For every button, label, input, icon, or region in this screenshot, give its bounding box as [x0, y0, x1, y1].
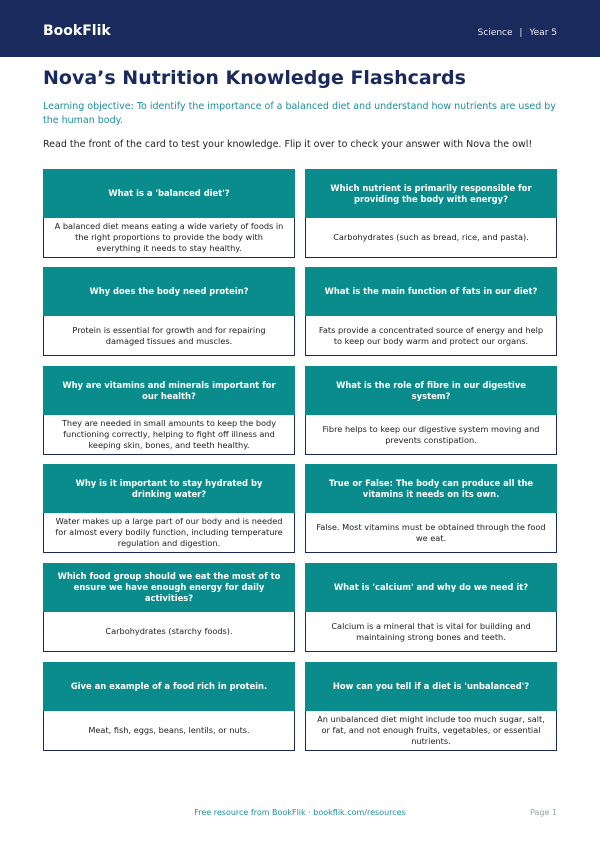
flashcard-question: Why are vitamins and minerals important for our health?	[43, 366, 295, 415]
flashcard-answer: An unbalanced diet might include too much sugar, salt, or fat, and not enough fruits, vegetables, or essential nutrients.	[305, 711, 557, 751]
flashcard-answer: False. Most vitamins must be obtained through the food we eat.	[305, 513, 557, 553]
flashcard-question: Why does the body need protein?	[43, 267, 295, 316]
page-title: Nova’s Nutrition Knowledge Flashcards	[43, 67, 466, 89]
learning-objective: Learning objective: To identify the importance of a balanced diet and understand how nutrients are used by the human body.	[43, 101, 556, 126]
flashcard[interactable]	[43, 267, 295, 356]
flashcard[interactable]	[305, 169, 557, 258]
flashcard-question: Which nutrient is primarily responsible for providing the body with energy?	[305, 169, 557, 218]
flashcard-answer: Carbohydrates (starchy foods).	[43, 612, 295, 652]
footer-resource-link[interactable]: Free resource from BookFlik · bookflik.com/resources	[194, 808, 406, 817]
flashcard[interactable]	[305, 662, 557, 751]
flashcard[interactable]	[43, 169, 295, 258]
flashcard-answer: Meat, fish, eggs, beans, lentils, or nuts.	[43, 711, 295, 751]
flashcard-answer: Calcium is a mineral that is vital for building and maintaining strong bones and teeth.	[305, 612, 557, 652]
flashcard[interactable]	[43, 366, 295, 455]
page-number: Page 1	[530, 808, 557, 817]
flashcard[interactable]	[305, 366, 557, 455]
subject-label: Science	[477, 28, 513, 38]
flashcard-question: True or False: The body can produce all the vitamins it needs on its own.	[305, 464, 557, 513]
meta-separator: |	[519, 28, 523, 38]
top-bar	[0, 0, 600, 57]
flashcard-question: What is the role of fibre in our digestive system?	[305, 366, 557, 415]
flashcard-answer: A balanced diet means eating a wide variety of foods in the right proportions to provide the body with everything it needs to stay healthy.	[43, 218, 295, 258]
instructions: Read the front of the card to test your knowledge. Flip it over to check your answer with Nova the owl!	[43, 139, 533, 150]
flashcard-answer: They are needed in small amounts to keep the body functioning correctly, helping to fight off illness and keeping skin, bones, and teeth healthy.	[43, 415, 295, 455]
flashcard-question: What is the main function of fats in our diet?	[305, 267, 557, 316]
flashcard-answer: Fats provide a concentrated source of energy and help to keep our body warm and protect our organs.	[305, 316, 557, 356]
year-label: Year 5	[529, 28, 557, 38]
flashcard[interactable]	[305, 563, 557, 652]
flashcard-question: Which food group should we eat the most of to ensure we have enough energy for daily activities?	[43, 563, 295, 612]
flashcard[interactable]	[43, 563, 295, 652]
flashcard-answer: Carbohydrates (such as bread, rice, and pasta).	[305, 218, 557, 258]
brand-logo[interactable]: BookFlik	[43, 23, 111, 39]
flashcard[interactable]	[43, 464, 295, 553]
flashcard-answer: Fibre helps to keep our digestive system moving and prevents constipation.	[305, 415, 557, 455]
flashcard-question: How can you tell if a diet is 'unbalanced'?	[305, 662, 557, 711]
flashcard-answer: Protein is essential for growth and for repairing damaged tissues and muscles.	[43, 316, 295, 356]
flashcard[interactable]	[305, 464, 557, 553]
flashcard-question: Why is it important to stay hydrated by drinking water?	[43, 464, 295, 513]
flashcard-question: What is 'calcium' and why do we need it?	[305, 563, 557, 612]
flashcard[interactable]	[43, 662, 295, 751]
flashcard-question: Give an example of a food rich in protein.	[43, 662, 295, 711]
flashcard-answer: Water makes up a large part of our body and is needed for almost every bodily function, including temperature regulation and digestion.	[43, 513, 295, 553]
flashcard-question: What is a 'balanced diet'?	[43, 169, 295, 218]
flashcard[interactable]	[305, 267, 557, 356]
subject-year-label	[478, 27, 557, 39]
